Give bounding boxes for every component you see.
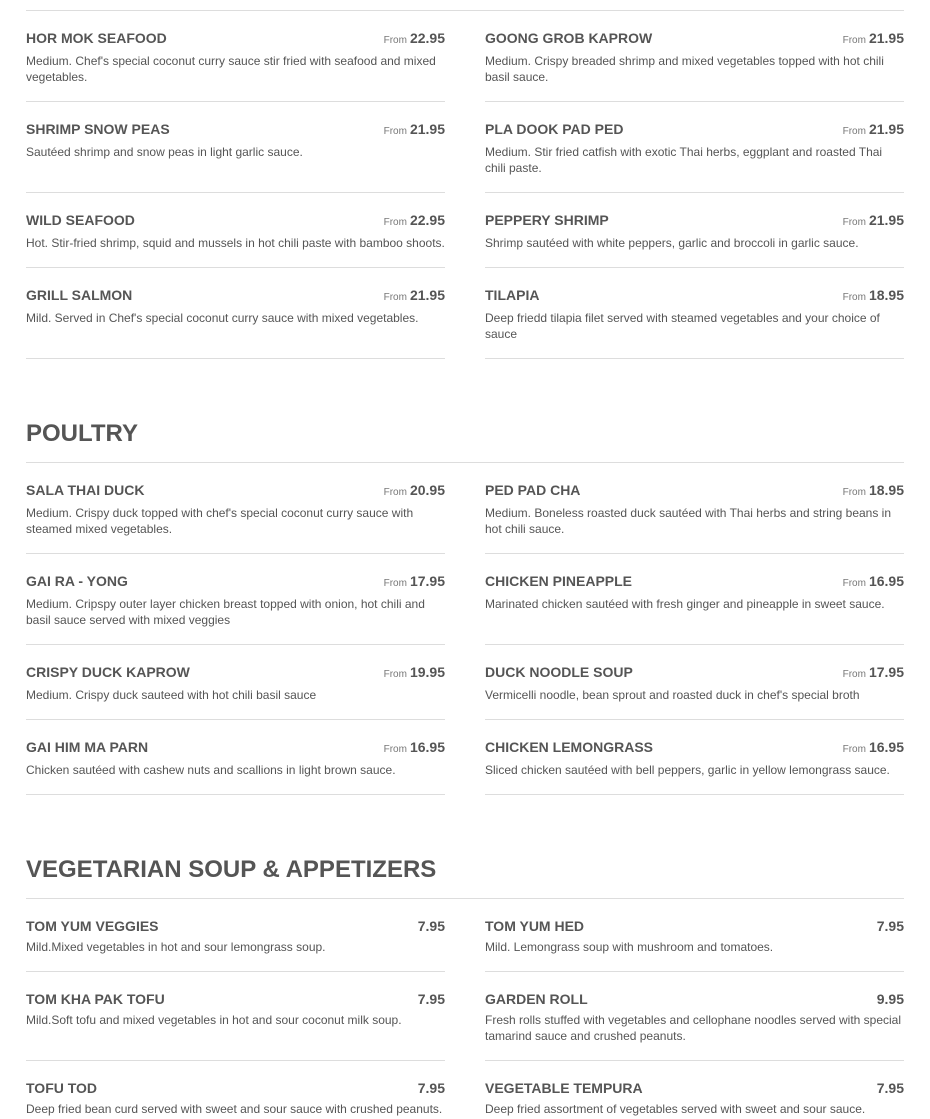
item-name: GRILL SALMON (26, 287, 133, 303)
item-description: Chicken sautéed with cashew nuts and scallions in light brown sauce. (26, 763, 396, 777)
item-price: 7.95 (417, 991, 445, 1007)
item-description: Medium. Chef's special coconut curry sauce stir fried with seafood and mixed vegetables. (26, 54, 436, 84)
item-price: From 22.95 (383, 30, 445, 46)
item-description: Mild.Soft tofu and mixed vegetables in hot and sour coconut milk soup. (26, 1013, 402, 1027)
item-description: Mild. Lemongrass soup with mushroom and tomatoes. (485, 940, 774, 954)
item-description: Sautéed shrimp and snow peas in light garlic sauce. (26, 145, 303, 159)
item-name: TOM KHA PAK TOFU (26, 991, 165, 1007)
item-name: HOR MOK SEAFOOD (26, 30, 167, 46)
item-description: Mild. Served in Chef's special coconut curry sauce with mixed vegetables. (26, 311, 419, 325)
item-price: From 21.95 (842, 30, 904, 46)
item-price: 9.95 (876, 991, 904, 1007)
item-price: 7.95 (417, 918, 445, 934)
item-price: From 18.95 (842, 482, 904, 498)
section-title-vegetarian: VEGETARIAN SOUP & APPETIZERS (26, 856, 437, 883)
section-divider (26, 462, 904, 463)
item-name: PED PAD CHA (485, 482, 581, 498)
item-name: CHICKEN LEMONGRASS (485, 739, 654, 755)
item-price: From 21.95 (842, 121, 904, 137)
item-name: PLA DOOK PAD PED (485, 121, 624, 137)
item-price: From 20.95 (383, 482, 445, 498)
item-name: GAI RA - YONG (26, 573, 128, 589)
item-name: TOM YUM VEGGIES (26, 918, 159, 934)
item-price: From 21.95 (383, 287, 445, 303)
item-description: Medium. Crispy breaded shrimp and mixed vegetables topped with hot chili basil sauce. (485, 54, 884, 84)
item-description: Vermicelli noodle, bean sprout and roasted duck in chef's special broth (485, 688, 860, 702)
section-title-poultry: POULTRY (26, 420, 138, 447)
item-description: Hot. Stir-fried shrimp, squid and mussels in hot chili paste with bamboo shoots. (26, 236, 445, 250)
item-description: Deep friedd tilapia filet served with steamed vegetables and your choice of sauce (485, 311, 880, 341)
item-name: TILAPIA (485, 287, 540, 303)
item-name: CRISPY DUCK KAPROW (26, 664, 190, 680)
item-name: GAI HIM MA PARN (26, 739, 149, 755)
item-name: TOFU TOD (26, 1080, 98, 1096)
item-description: Medium. Crispy duck sauteed with hot chili basil sauce (26, 688, 317, 702)
item-description: Fresh rolls stuffed with vegetables and cellophane noodles served with special tamarind sauce and crushed peanuts. (485, 1013, 902, 1043)
item-description: Sliced chicken sautéed with bell peppers, garlic in yellow lemongrass sauce. (485, 763, 890, 777)
item-name: DUCK NOODLE SOUP (485, 664, 633, 680)
item-price: 7.95 (417, 1080, 445, 1096)
item-price: From 19.95 (383, 664, 445, 680)
item-price: From 17.95 (383, 573, 445, 589)
item-description: Deep fried assortment of vegetables served with sweet and sour sauce. (485, 1102, 866, 1116)
item-name: WILD SEAFOOD (26, 212, 135, 228)
item-description: Shrimp sautéed with white peppers, garlic and broccoli in garlic sauce. (485, 236, 859, 250)
item-name: VEGETABLE TEMPURA (485, 1080, 643, 1096)
item-description: Marinated chicken sautéed with fresh ginger and pineapple in sweet sauce. (485, 597, 885, 611)
item-price: From 16.95 (383, 739, 445, 755)
section-divider (26, 898, 904, 899)
item-price: From 21.95 (842, 212, 904, 228)
item-price: From 16.95 (842, 573, 904, 589)
item-price: From 18.95 (842, 287, 904, 303)
item-description: Deep fried bean curd served with sweet and sour sauce with crushed peanuts. (26, 1102, 443, 1116)
top-divider (26, 10, 904, 11)
item-name: SALA THAI DUCK (26, 482, 145, 498)
item-name: SHRIMP SNOW PEAS (26, 121, 170, 137)
item-description: Medium. Boneless roasted duck sautéed with Thai herbs and string beans in hot chili sauce. (485, 506, 892, 536)
item-name: GOONG GROB KAPROW (485, 30, 653, 46)
item-name: CHICKEN PINEAPPLE (485, 573, 633, 589)
item-price: 7.95 (876, 1080, 904, 1096)
item-description: Medium. Cripspy outer layer chicken breast topped with onion, hot chili and basil sauce served with mixed veggies (26, 597, 425, 627)
item-name: GARDEN ROLL (485, 991, 588, 1007)
item-description: Medium. Crispy duck topped with chef's special coconut curry sauce with steamed mixed vegetables. (26, 506, 414, 536)
item-price: From 22.95 (383, 212, 445, 228)
item-price: From 17.95 (842, 664, 904, 680)
item-description: Medium. Stir fried catfish with exotic Thai herbs, eggplant and roasted Thai chili paste. (485, 145, 883, 175)
item-price: From 16.95 (842, 739, 904, 755)
item-price: 7.95 (876, 918, 904, 934)
item-price: From 21.95 (383, 121, 445, 137)
item-description: Mild.Mixed vegetables in hot and sour lemongrass soup. (26, 940, 326, 954)
item-name: PEPPERY SHRIMP (485, 212, 609, 228)
item-name: TOM YUM HED (485, 918, 585, 934)
